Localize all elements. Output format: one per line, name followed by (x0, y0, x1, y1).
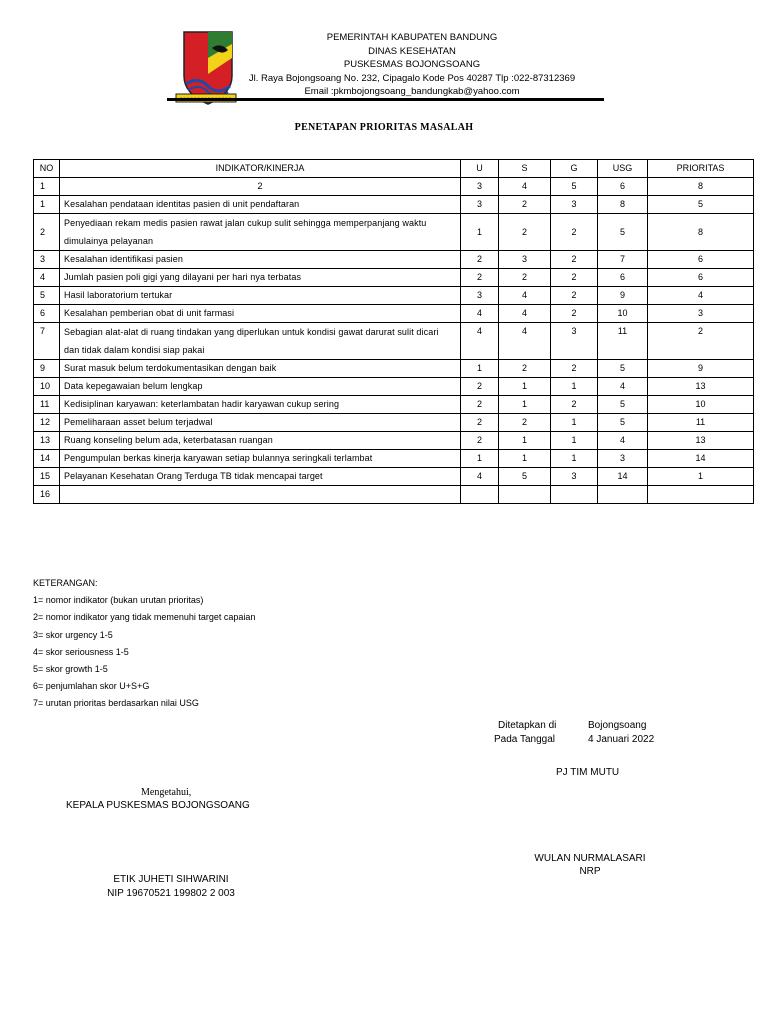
cell-u: 4 (461, 323, 499, 360)
header-government: PEMERINTAH KABUPATEN BANDUNG (326, 32, 498, 43)
cell-usg: 4 (598, 378, 648, 396)
table-row (34, 269, 754, 287)
cell-g: 2 (551, 269, 598, 287)
cell-no: 15 (34, 468, 60, 486)
kepala-name: ETIK JUHETI SIHWARINI (113, 874, 229, 885)
cell-u: 1 (461, 360, 499, 378)
cell-s: 4 (499, 323, 551, 360)
note-item: 4= skor seriousness 1-5 (33, 646, 129, 657)
cell-usg: 5 (598, 360, 648, 378)
cell-s: 2 (499, 196, 551, 214)
tanggal-value: 4 Januari 2022 (588, 734, 655, 745)
cell-s: 4 (499, 178, 551, 196)
cell-g: 2 (551, 287, 598, 305)
cell-g: 3 (551, 196, 598, 214)
kepala-title: KEPALA PUSKESMAS BOJONGSOANG (66, 800, 250, 811)
table-row (34, 396, 754, 414)
cell-s: 2 (499, 269, 551, 287)
cell-s: 1 (499, 396, 551, 414)
cell-prioritas: 10 (648, 396, 754, 414)
col-header-prioritas: PRIORITAS (648, 160, 754, 178)
note-item: 7= urutan prioritas berdasarkan nilai USG (33, 698, 199, 709)
note-item: 1= nomor indikator (bukan urutan prioritas) (33, 595, 204, 606)
cell-g: 2 (551, 396, 598, 414)
document-title: PENETAPAN PRIORITAS MASALAH (294, 122, 474, 133)
cell-s: 1 (499, 432, 551, 450)
table-row (34, 178, 754, 196)
cell-u: 1 (461, 214, 499, 251)
cell-prioritas: 14 (648, 450, 754, 468)
cell-s: 2 (499, 414, 551, 432)
cell-g: 1 (551, 450, 598, 468)
cell-no: 6 (34, 305, 60, 323)
col-header-indikator: INDIKATOR/KINERJA (60, 160, 461, 178)
cell-indikator: Pengumpulan berkas kinerja karyawan setiap bulannya seringkali terlambat (60, 450, 461, 468)
cell-prioritas: 8 (648, 214, 754, 251)
cell-no: 11 (34, 396, 60, 414)
cell-no: 9 (34, 360, 60, 378)
cell-prioritas: 6 (648, 251, 754, 269)
cell-usg: 3 (598, 450, 648, 468)
cell-s: 3 (499, 251, 551, 269)
ditetapkan-label: Ditetapkan di (498, 720, 557, 731)
ditetapkan-value: Bojongsoang (588, 720, 647, 731)
cell-usg (598, 486, 648, 504)
cell-usg: 6 (598, 269, 648, 287)
cell-u: 4 (461, 468, 499, 486)
table-row (34, 468, 754, 486)
cell-indikator: Kedisiplinan karyawan: keterlambatan hadir karyawan cukup sering (60, 396, 461, 414)
cell-prioritas: 2 (648, 323, 754, 360)
cell-prioritas: 3 (648, 305, 754, 323)
cell-prioritas: 13 (648, 432, 754, 450)
cell-s (499, 486, 551, 504)
cell-no: 14 (34, 450, 60, 468)
header-department: DINAS KESEHATAN (368, 45, 456, 57)
table-header-row (34, 160, 754, 178)
cell-indikator: Kesalahan identifikasi pasien (60, 251, 461, 269)
col-header-s: S (499, 160, 551, 178)
kabupaten-bandung-crest-icon (172, 28, 240, 108)
table-body (34, 178, 754, 504)
cell-s: 4 (499, 287, 551, 305)
cell-s: 1 (499, 450, 551, 468)
cell-indikator: Penyediaan rekam medis pasien rawat jalan cukup sulit sehingga memperpanjang waktu dimulainya pelayanan (60, 214, 461, 251)
cell-s: 2 (499, 360, 551, 378)
cell-usg: 9 (598, 287, 648, 305)
cell-g: 3 (551, 468, 598, 486)
table-row (34, 196, 754, 214)
table-row (34, 360, 754, 378)
col-header-usg: USG (598, 160, 648, 178)
note-item: 2= nomor indikator yang tidak memenuhi target capaian (33, 612, 256, 623)
cell-u: 3 (461, 287, 499, 305)
cell-usg: 6 (598, 178, 648, 196)
header-address: Jl. Raya Bojongsoang No. 232, Cipagalo Kode Pos 40287 Tlp :022-87312369 (248, 72, 576, 84)
table-row (34, 450, 754, 468)
cell-u (461, 486, 499, 504)
cell-s: 4 (499, 305, 551, 323)
cell-indikator: Pelayanan Kesehatan Orang Terduga TB tidak mencapai target (60, 468, 461, 486)
cell-no: 16 (34, 486, 60, 504)
cell-u: 2 (461, 396, 499, 414)
cell-no: 5 (34, 287, 60, 305)
cell-usg: 10 (598, 305, 648, 323)
cell-prioritas: 5 (648, 196, 754, 214)
note-item: 5= skor growth 1-5 (33, 664, 108, 675)
cell-s: 2 (499, 214, 551, 251)
cell-g: 3 (551, 323, 598, 360)
cell-indikator (60, 486, 461, 504)
cell-no: 3 (34, 251, 60, 269)
letterhead (236, 31, 588, 99)
cell-no: 4 (34, 269, 60, 287)
cell-prioritas: 11 (648, 414, 754, 432)
table-row (34, 287, 754, 305)
cell-no: 13 (34, 432, 60, 450)
cell-usg: 5 (598, 214, 648, 251)
table-row (34, 251, 754, 269)
cell-usg: 11 (598, 323, 648, 360)
note-item: 3= skor urgency 1-5 (33, 629, 113, 640)
cell-g: 2 (551, 251, 598, 269)
cell-indikator: Pemeliharaan asset belum terjadwal (60, 414, 461, 432)
table-row (34, 414, 754, 432)
col-header-g: G (551, 160, 598, 178)
priority-table (33, 159, 754, 504)
cell-usg: 8 (598, 196, 648, 214)
header-email: Email :pkmbojongsoang_bandungkab@yahoo.com (304, 86, 520, 97)
table-row (34, 214, 754, 251)
cell-g: 5 (551, 178, 598, 196)
note-item: 6= penjumlahan skor U+S+G (33, 681, 150, 692)
cell-prioritas: 4 (648, 287, 754, 305)
cell-u: 2 (461, 269, 499, 287)
cell-u: 2 (461, 414, 499, 432)
mengetahui-label: Mengetahui, (141, 787, 192, 798)
cell-s: 1 (499, 378, 551, 396)
notes-heading: KETERANGAN: (33, 578, 98, 588)
cell-prioritas: 13 (648, 378, 754, 396)
header-institution: PUSKESMAS BOJONGSOANG (343, 59, 481, 70)
cell-u: 3 (461, 178, 499, 196)
pj-name: WULAN NURMALASARI (534, 853, 646, 864)
table-row (34, 432, 754, 450)
cell-indikator: Data kepegawaian belum lengkap (60, 378, 461, 396)
cell-u: 2 (461, 251, 499, 269)
cell-prioritas: 1 (648, 468, 754, 486)
cell-prioritas: 6 (648, 269, 754, 287)
cell-u: 1 (461, 450, 499, 468)
cell-indikator: Hasil laboratorium tertukar (60, 287, 461, 305)
cell-s: 5 (499, 468, 551, 486)
cell-indikator: Surat masuk belum terdokumentasikan dengan baik (60, 360, 461, 378)
cell-indikator: Kesalahan pemberian obat di unit farmasi (60, 305, 461, 323)
tanggal-label: Pada Tanggal (494, 734, 555, 745)
table-row (34, 323, 754, 360)
cell-g: 1 (551, 378, 598, 396)
cell-g: 2 (551, 305, 598, 323)
cell-no: 10 (34, 378, 60, 396)
cell-usg: 5 (598, 414, 648, 432)
cell-indikator: Jumlah pasien poli gigi yang dilayani per hari nya terbatas (60, 269, 461, 287)
cell-u: 4 (461, 305, 499, 323)
cell-g: 1 (551, 432, 598, 450)
table-row (34, 378, 754, 396)
cell-indikator: Ruang konseling belum ada, keterbatasan ruangan (60, 432, 461, 450)
cell-u: 3 (461, 196, 499, 214)
cell-no: 2 (34, 214, 60, 251)
cell-indikator: Kesalahan pendataan identitas pasien di unit pendaftaran (60, 196, 461, 214)
cell-g: 1 (551, 414, 598, 432)
cell-usg: 7 (598, 251, 648, 269)
pj-tim-mutu-title: PJ TIM MUTU (556, 767, 620, 778)
table-row (34, 305, 754, 323)
cell-indikator: Sebagian alat-alat di ruang tindakan yang diperlukan untuk kondisi gawat darurat sulit dicari dan tidak dalam kondisi siap pakai (60, 323, 461, 360)
cell-prioritas: 9 (648, 360, 754, 378)
cell-u: 2 (461, 378, 499, 396)
col-header-no: NO (34, 160, 60, 178)
cell-usg: 14 (598, 468, 648, 486)
cell-prioritas (648, 486, 754, 504)
cell-no: 7 (34, 323, 60, 360)
notes (33, 575, 255, 713)
col-header-u: U (461, 160, 499, 178)
letterhead-rule (167, 98, 604, 101)
cell-no: 1 (34, 196, 60, 214)
table-row (34, 486, 754, 504)
cell-no: 1 (34, 178, 60, 196)
kepala-nip: NIP 19670521 199802 2 003 (107, 888, 235, 899)
cell-indikator: 2 (60, 178, 461, 196)
cell-prioritas: 8 (648, 178, 754, 196)
cell-g: 2 (551, 360, 598, 378)
cell-usg: 5 (598, 396, 648, 414)
cell-u: 2 (461, 432, 499, 450)
cell-g (551, 486, 598, 504)
cell-usg: 4 (598, 432, 648, 450)
cell-g: 2 (551, 214, 598, 251)
pj-nrp: NRP (579, 866, 601, 877)
cell-no: 12 (34, 414, 60, 432)
